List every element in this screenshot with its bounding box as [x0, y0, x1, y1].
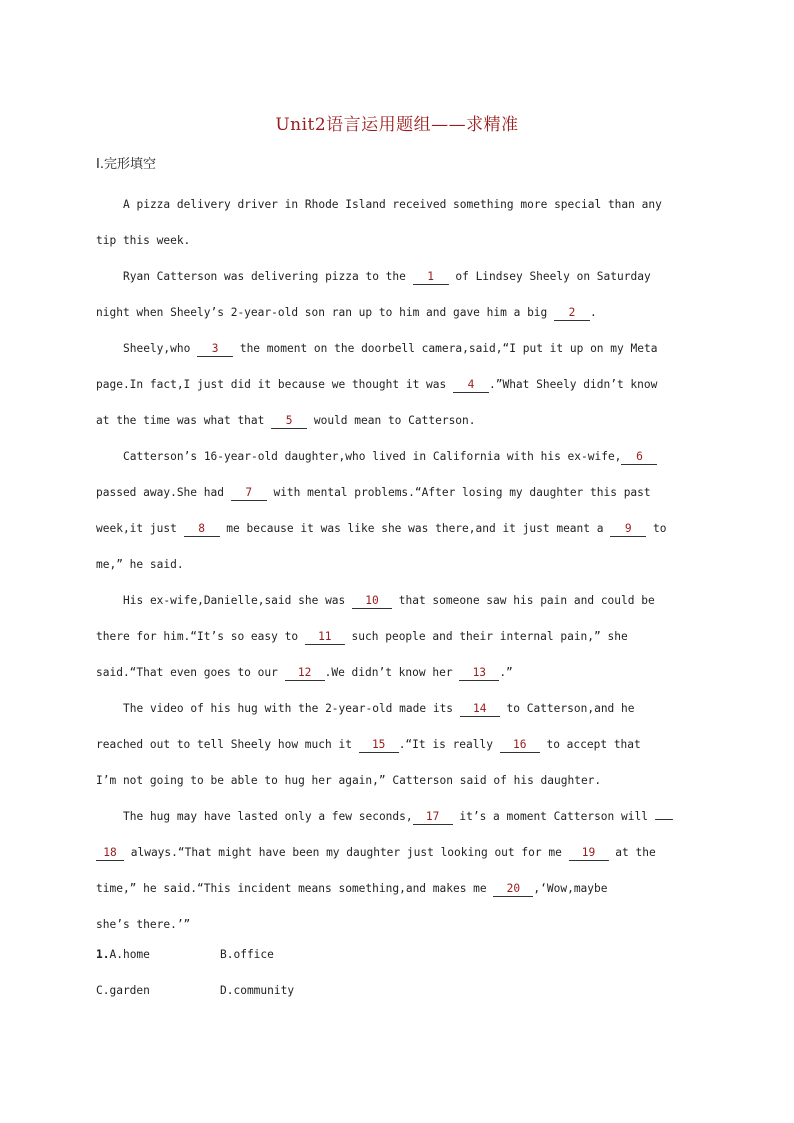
- passage-line: [96, 223, 700, 259]
- passage-line: [96, 835, 700, 871]
- passage-text: such people and their internal pain,” she: [344, 630, 628, 643]
- passage-text: The video of his hug with the 2-year-old made its: [123, 702, 460, 715]
- answer-blank[interactable]: 3: [197, 342, 233, 357]
- answer-blank[interactable]: 18: [96, 846, 124, 861]
- passage-text: to accept that: [539, 738, 641, 751]
- passage-text: Sheely,who: [123, 342, 198, 355]
- passage-text: at the time was what that: [96, 414, 272, 427]
- passage-text: ,‘Wow,maybe: [533, 882, 608, 895]
- passage-text: I’m not going to be able to hug her again,” Catterson said of his daughter.: [96, 774, 602, 787]
- passage-text: me,” he said.: [96, 558, 184, 571]
- passage-text: with mental problems.“After losing my daughter this past: [266, 486, 651, 499]
- option-b[interactable]: B.office: [220, 948, 274, 961]
- passage-line: [96, 475, 700, 511]
- passage-text: night when Sheely’s 2-year-old son ran up to him and gave him a big: [96, 306, 555, 319]
- passage-line: [96, 511, 700, 547]
- passage-text: at the: [608, 846, 656, 859]
- answer-blank[interactable]: 1: [413, 270, 449, 285]
- passage-text: time,” he said.“This incident means something,and makes me: [96, 882, 494, 895]
- passage-line: [96, 259, 700, 295]
- passage-text: His ex-wife,Danielle,said she was: [123, 594, 353, 607]
- answer-blank[interactable]: [655, 819, 673, 820]
- answer-blank[interactable]: 9: [610, 522, 646, 537]
- passage-line: [96, 871, 700, 907]
- passage-text: the moment on the doorbell camera,said,“I put it up on my Meta: [233, 342, 658, 355]
- passage-text: The hug may have lasted only a few seconds,: [123, 810, 413, 823]
- passage-text: that someone saw his pain and could be: [392, 594, 655, 607]
- passage-text: .”What Sheely didn’t know: [488, 378, 658, 391]
- answer-blank[interactable]: 7: [231, 486, 267, 501]
- passage-text: me because it was like she was there,and it just meant a: [219, 522, 611, 535]
- passage-text: page.In fact,I just did it because we thought it was: [96, 378, 453, 391]
- answer-blank[interactable]: 10: [352, 594, 392, 609]
- passage-text: of Lindsey Sheely on Saturday: [448, 270, 651, 283]
- answer-blank[interactable]: 20: [493, 882, 533, 897]
- answer-blank[interactable]: 17: [413, 810, 453, 825]
- passage-text: it’s a moment Catterson will: [452, 810, 655, 823]
- passage-line: [96, 187, 700, 223]
- passage-line: [96, 367, 700, 403]
- passage-line: [96, 691, 700, 727]
- answer-blank[interactable]: 4: [453, 378, 489, 393]
- passage-text: week,it just: [96, 522, 184, 535]
- section-heading: Ⅰ.完形填空: [96, 157, 156, 172]
- passage-text: always.“That might have been my daughter just looking out for me: [124, 846, 569, 859]
- passage-line: [96, 655, 700, 691]
- answer-blank[interactable]: 2: [554, 306, 590, 321]
- passage-line: [96, 547, 700, 583]
- answer-blank[interactable]: 6: [621, 450, 657, 465]
- passage-text: .“It is really: [398, 738, 500, 751]
- option-c[interactable]: C.garden: [96, 984, 150, 997]
- passage-text: she’s there.’”: [96, 918, 191, 931]
- passage-line: [96, 295, 700, 331]
- passage-line: [96, 763, 700, 799]
- page-title: Unit2语言运用题组——求精准: [275, 115, 519, 135]
- passage-text: to Catterson,and he: [499, 702, 635, 715]
- passage-text: Catterson’s 16-year-old daughter,who lived in California with his ex-wife,: [123, 450, 622, 463]
- option-row: [96, 973, 344, 1009]
- passage-line: [96, 727, 700, 763]
- passage-text: passed away.She had: [96, 486, 231, 499]
- passage-line: [96, 403, 700, 439]
- answer-blank[interactable]: 11: [305, 630, 345, 645]
- answer-blank[interactable]: 12: [285, 666, 325, 681]
- passage-text: said.“That even goes to our: [96, 666, 285, 679]
- option-row: [96, 937, 344, 973]
- passage-text: would mean to Catterson.: [307, 414, 476, 427]
- passage-line: [96, 439, 700, 475]
- passage-text: to: [646, 522, 667, 535]
- passage-text: tip this week.: [96, 234, 191, 247]
- passage-text: A pizza delivery driver in Rhode Island received something more special than any: [123, 198, 662, 211]
- answer-blank[interactable]: 15: [359, 738, 399, 753]
- answer-blank[interactable]: 13: [459, 666, 499, 681]
- passage-text: .: [590, 306, 597, 319]
- question-options: [96, 937, 344, 1009]
- cloze-passage: [96, 187, 700, 943]
- passage-text: .”: [499, 666, 513, 679]
- passage-text: .We didn’t know her: [324, 666, 460, 679]
- answer-blank[interactable]: 14: [460, 702, 500, 717]
- answer-blank[interactable]: 19: [569, 846, 609, 861]
- answer-blank[interactable]: 16: [500, 738, 540, 753]
- passage-line: [96, 619, 700, 655]
- option-a[interactable]: 1.A.home: [96, 948, 150, 961]
- answer-blank[interactable]: 5: [271, 414, 307, 429]
- option-d[interactable]: D.community: [220, 984, 295, 997]
- answer-blank[interactable]: 8: [184, 522, 220, 537]
- passage-text: Ryan Catterson was delivering pizza to the: [123, 270, 413, 283]
- passage-line: [96, 331, 700, 367]
- passage-text: there for him.“It’s so easy to: [96, 630, 305, 643]
- question-number: 1.: [96, 948, 110, 961]
- passage-line: [96, 583, 700, 619]
- passage-text: reached out to tell Sheely how much it: [96, 738, 359, 751]
- passage-line: [96, 799, 700, 835]
